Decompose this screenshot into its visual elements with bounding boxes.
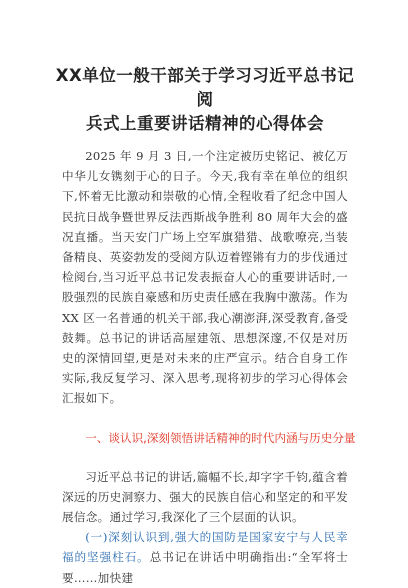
document-title bbox=[48, 64, 362, 136]
title-line-1: XX单位一般干部关于学习习近平总书记阅 bbox=[55, 66, 355, 109]
subsection-1-paragraph bbox=[62, 527, 348, 588]
section-1-paragraph: 习近平总书记的讲话,篇幅不长,却字字千钧,蕴含着深远的历史洞察力、强大的民族自信心和坚定的和平发展信念。通过学习,我深化了三个层面的认识。 bbox=[62, 469, 348, 525]
section-1-heading: 一、谈认识,深刻领悟讲话精神的时代内涵与历史分量 bbox=[85, 430, 356, 445]
intro-paragraph: 2025 年 9 月 3 日,一个注定被历史铭记、被亿万中华儿女镌刻于心的日子。今天,我有幸在单位的组织下,怀着无比激动和崇敬的心情,全程收看了纪念中国人民抗日战争暨世界反法西斯战争胜利 80 周年大会的盛况直播。当天安门广场上空军旗猎猎、战歌嘹亮,当装备精良、英姿勃发的受阅方队迈着铿锵有力的步伐通过检阅台,当习近平总书记发表振奋人心的重要讲话时,一股强烈的民族自豪感和历史责任感在我胸中激荡。作为 XX 区一名普通的机关干部,我心潮澎湃,深受教育,备受鼓舞。总书记的讲话高屋建瓴、思想深邃,不仅是对历史的深情回望,更是对未来的庄严宣示。结合自身工作实际,我反复学习、深入思考,现将初步的学习心得体会汇报如下。 bbox=[62, 149, 348, 406]
title-line-2: 兵式上重要讲话精神的心得体会 bbox=[86, 114, 324, 133]
subsection-1-text: 总书记在讲话中明确指出:“全军将士要……加快建 bbox=[62, 550, 348, 585]
subsection-1-heading: (一)深刻认识到,强大的国防是国家安宁与人民幸福的坚强柱石。 bbox=[62, 530, 348, 565]
